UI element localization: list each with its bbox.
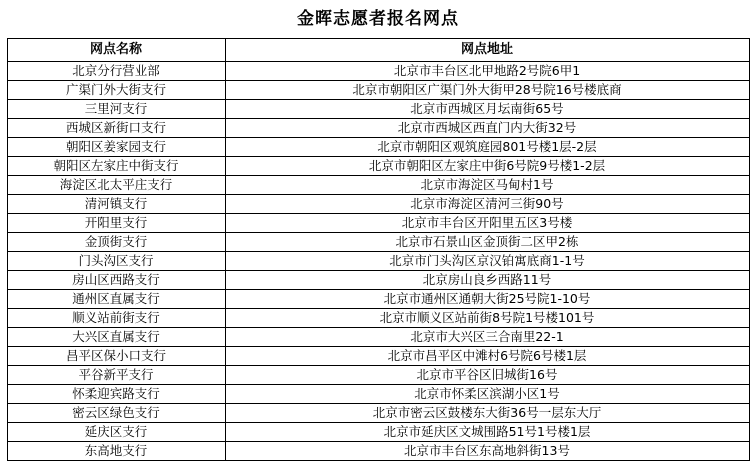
- cell-site-address: 北京市西城区西直门内大街32号: [225, 119, 749, 138]
- cell-site-address: 北京市延庆区文城围路51号1号楼1层: [225, 423, 749, 442]
- cell-site-address: 北京市怀柔区滨湖小区1号: [225, 385, 749, 404]
- cell-site-address: 北京市通州区通朝大街25号院1-10号: [225, 290, 749, 309]
- cell-site-name: 房山区西路支行: [7, 271, 225, 290]
- table-row: [7, 195, 749, 214]
- table-row: [7, 157, 749, 176]
- cell-site-name: 海淀区北太平庄支行: [7, 176, 225, 195]
- cell-site-address: 北京市门头沟区京汉铂寓底商1-1号: [225, 252, 749, 271]
- column-header-site-address: 网点地址: [225, 39, 749, 62]
- cell-site-address: 北京市石景山区金顶街二区甲2栋: [225, 233, 749, 252]
- cell-site-name: 怀柔迎宾路支行: [7, 385, 225, 404]
- table-row: [7, 62, 749, 81]
- sites-table: [7, 38, 750, 461]
- cell-site-address: 北京市丰台区东高地斜街13号: [225, 442, 749, 461]
- cell-site-name: 顺义站前街支行: [7, 309, 225, 328]
- cell-site-name: 延庆区支行: [7, 423, 225, 442]
- cell-site-address: 北京市西城区月坛南街65号: [225, 100, 749, 119]
- cell-site-address: 北京市顺义区站前街8号院1号楼101号: [225, 309, 749, 328]
- table-row: [7, 423, 749, 442]
- table-row: [7, 81, 749, 100]
- cell-site-name: 金顶街支行: [7, 233, 225, 252]
- cell-site-name: 门头沟区支行: [7, 252, 225, 271]
- table-row: [7, 100, 749, 119]
- table-header-row: [7, 39, 749, 62]
- cell-site-name: 朝阳区姜家园支行: [7, 138, 225, 157]
- table-row: [7, 366, 749, 385]
- cell-site-address: 北京市朝阳区左家庄中街6号院9号楼1-2层: [225, 157, 749, 176]
- table-row: [7, 252, 749, 271]
- cell-site-name: 昌平区保小口支行: [7, 347, 225, 366]
- cell-site-name: 平谷新平支行: [7, 366, 225, 385]
- cell-site-name: 广渠门外大街支行: [7, 81, 225, 100]
- cell-site-address: 北京房山良乡西路11号: [225, 271, 749, 290]
- cell-site-address: 北京市朝阳区广渠门外大街甲28号院16号楼底商: [225, 81, 749, 100]
- table-row: [7, 214, 749, 233]
- cell-site-name: 东高地支行: [7, 442, 225, 461]
- cell-site-name: 大兴区直属支行: [7, 328, 225, 347]
- cell-site-name: 西城区新街口支行: [7, 119, 225, 138]
- cell-site-name: 开阳里支行: [7, 214, 225, 233]
- cell-site-name: 北京分行营业部: [7, 62, 225, 81]
- cell-site-address: 北京市海淀区清河三街90号: [225, 195, 749, 214]
- table-row: [7, 290, 749, 309]
- table-body: [7, 62, 749, 461]
- table-row: [7, 442, 749, 461]
- cell-site-name: 清河镇支行: [7, 195, 225, 214]
- table-row: [7, 138, 749, 157]
- cell-site-address: 北京市昌平区中滩村6号院6号楼1层: [225, 347, 749, 366]
- cell-site-address: 北京市平谷区旧城街16号: [225, 366, 749, 385]
- column-header-site-name: 网点名称: [7, 39, 225, 62]
- table-row: [7, 309, 749, 328]
- table-row: [7, 233, 749, 252]
- cell-site-address: 北京市海淀区马甸村1号: [225, 176, 749, 195]
- cell-site-address: 北京市丰台区北甲地路2号院6甲1: [225, 62, 749, 81]
- cell-site-address: 北京市密云区鼓楼东大街36号一层东大厅: [225, 404, 749, 423]
- table-row: [7, 328, 749, 347]
- page-title: 金晖志愿者报名网点: [297, 9, 459, 29]
- table-row: [7, 271, 749, 290]
- table-row: [7, 176, 749, 195]
- table-row: [7, 119, 749, 138]
- cell-site-name: 朝阳区左家庄中街支行: [7, 157, 225, 176]
- cell-site-name: 三里河支行: [7, 100, 225, 119]
- table-row: [7, 347, 749, 366]
- table-row: [7, 385, 749, 404]
- cell-site-address: 北京市丰台区开阳里五区3号楼: [225, 214, 749, 233]
- cell-site-address: 北京市朝阳区观筑庭园801号楼1层-2层: [225, 138, 749, 157]
- cell-site-name: 通州区直属支行: [7, 290, 225, 309]
- cell-site-address: 北京市大兴区三合南里22-1: [225, 328, 749, 347]
- cell-site-name: 密云区绿色支行: [7, 404, 225, 423]
- table-row: [7, 404, 749, 423]
